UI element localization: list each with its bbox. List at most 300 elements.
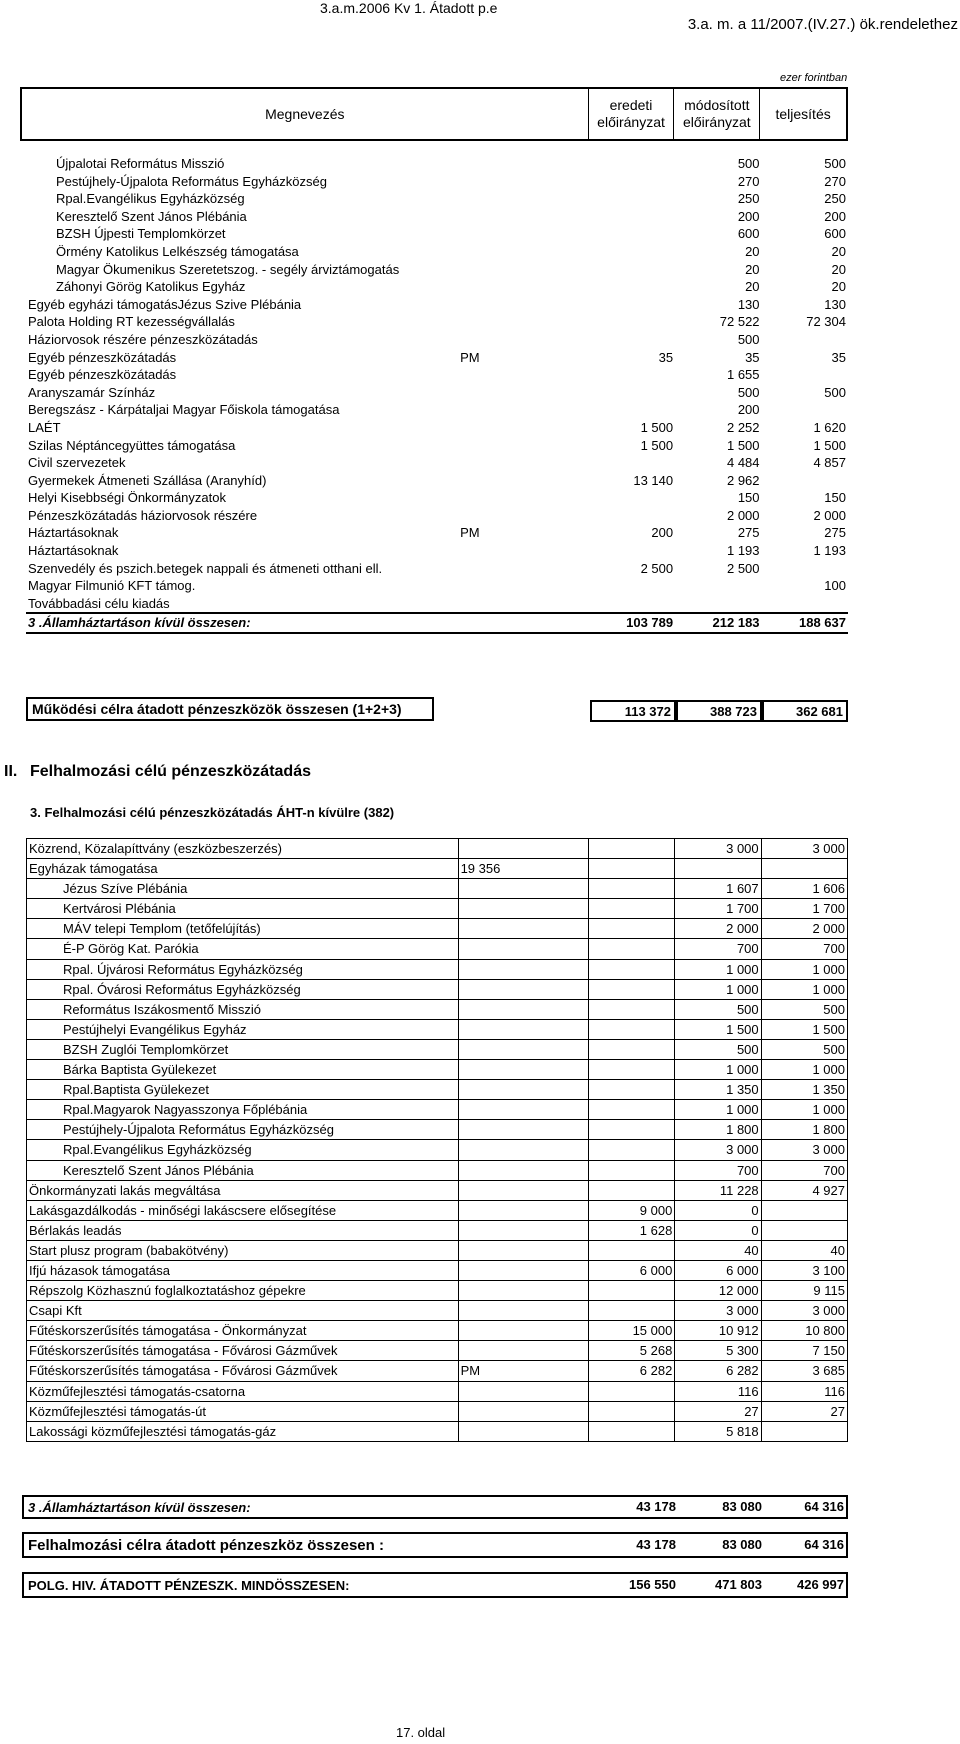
row-c2: 20 <box>745 243 760 259</box>
row-c3: 1 620 <box>813 419 846 435</box>
row-c1 <box>589 401 675 419</box>
row-pm <box>458 278 589 296</box>
row-c2: 275 <box>737 525 760 541</box>
row-name: Fűtéskorszerűsítés támogatása - Önkormányzat <box>27 1321 459 1341</box>
row-pm <box>458 190 589 208</box>
row-c2: 27 <box>675 1401 761 1421</box>
row-name: Pestújhely-Újpalota Református Egyházközség <box>27 1120 459 1140</box>
row-c2: 1 500 <box>726 437 760 453</box>
row-c2: 1 000 <box>675 1100 761 1120</box>
row-c1 <box>589 1160 675 1180</box>
row-c1 <box>589 959 675 979</box>
row-name: Szenvedély és pszich.betegek nappali és átmeneti otthani ell. <box>28 560 383 576</box>
row-c1 <box>589 173 675 191</box>
row-name: Szilas Néptáncegyüttes támogatása <box>28 437 236 453</box>
row-c3: 1 000 <box>761 1060 847 1080</box>
row-c3: 200 <box>824 208 846 224</box>
row-c1 <box>589 1080 675 1100</box>
row-name: Közműfejlesztési támogatás-csatorna <box>27 1381 459 1401</box>
row-c2: 20 <box>745 261 760 277</box>
total-row <box>26 613 848 633</box>
row-name: Rpal. Óvárosi Református Egyházközség <box>27 979 459 999</box>
row-c2: 10 912 <box>675 1321 761 1341</box>
col-teljesites: teljesítés <box>775 105 831 122</box>
table-row <box>27 979 848 999</box>
row-pm <box>458 1301 588 1321</box>
row-c3: 1 700 <box>761 899 847 919</box>
row-name: Lakossági közműfejlesztési támogatás-gáz <box>27 1421 459 1441</box>
row-name: Rpal.Baptista Gyülekezet <box>27 1080 459 1100</box>
row-pm <box>458 401 589 419</box>
row-c1 <box>589 1180 675 1200</box>
table-row <box>27 959 848 979</box>
row-c1 <box>589 489 675 507</box>
row-c3 <box>762 560 848 578</box>
mukodesi-total-c3: 362 681 <box>762 700 848 722</box>
row-c3: 20 <box>831 279 846 295</box>
row-c1 <box>589 1039 675 1059</box>
table-row <box>27 919 848 939</box>
row-c1 <box>589 542 675 560</box>
row-name: Aranyszamár Színház <box>28 384 156 400</box>
row-c2: 1 000 <box>675 1060 761 1080</box>
row-c2: 700 <box>675 939 761 959</box>
row-c1 <box>589 1381 675 1401</box>
row-c2: 3 000 <box>675 839 761 859</box>
table-row <box>26 524 848 542</box>
table-row <box>27 1200 848 1220</box>
row-pm <box>458 1160 588 1180</box>
row-c3: 1 606 <box>761 879 847 899</box>
row-c3: 27 <box>761 1401 847 1421</box>
table-row <box>26 313 848 331</box>
row-c2: 1 500 <box>675 1019 761 1039</box>
table-row <box>27 1080 848 1100</box>
row-pm <box>458 839 588 859</box>
row-c3: 150 <box>824 490 846 506</box>
row-c3 <box>762 366 848 384</box>
row-c3: 72 304 <box>806 314 846 330</box>
row-name: Fűtéskorszerűsítés támogatása - Fővárosi Gázművek <box>27 1341 459 1361</box>
row-name: Magyar Filmunió KFT támog. <box>28 578 196 594</box>
row-pm <box>458 560 589 578</box>
total-pm <box>458 613 589 633</box>
row-c1 <box>589 155 675 173</box>
table-row <box>26 225 848 243</box>
col-modositott: módosított előirányzat <box>674 89 760 139</box>
row-pm <box>458 489 589 507</box>
table-row <box>27 1401 848 1421</box>
row-c3: 700 <box>761 939 847 959</box>
row-c2: 1 655 <box>726 367 760 383</box>
row-c2: 2 962 <box>726 472 760 488</box>
row-name: LAÉT <box>28 419 61 435</box>
table-row <box>26 349 848 367</box>
row-c1 <box>589 979 675 999</box>
row-c2: 3 000 <box>675 1301 761 1321</box>
grand-total-c2: 471 803 <box>715 1577 762 1592</box>
row-c3: 700 <box>761 1160 847 1180</box>
row-pm <box>458 577 589 595</box>
row-name: Palota Holding RT kezességvállalás <box>28 314 235 330</box>
section1-table <box>26 155 848 634</box>
unit-label: ezer forintban <box>780 72 848 84</box>
table-row <box>27 1220 848 1240</box>
table-row <box>27 1321 848 1341</box>
row-c2: 1 193 <box>726 543 760 559</box>
row-c3 <box>761 1421 847 1441</box>
row-c2: 500 <box>675 999 761 1019</box>
row-c1 <box>589 839 675 859</box>
row-name: Start plusz program (babakötvény) <box>27 1240 459 1260</box>
row-pm <box>458 155 589 173</box>
row-name: Örmény Katolikus Lelkészség támogatása <box>56 243 299 259</box>
row-c1: 13 140 <box>633 472 674 488</box>
row-pm <box>458 472 589 490</box>
table-row <box>26 489 848 507</box>
row-c2: 600 <box>737 226 760 242</box>
section2-table <box>26 838 848 1442</box>
table-row <box>26 507 848 525</box>
row-c2: 1 000 <box>675 979 761 999</box>
row-c1 <box>589 1060 675 1080</box>
row-c1 <box>589 208 675 226</box>
row-c2: 500 <box>737 331 760 347</box>
row-pm <box>458 1200 588 1220</box>
row-pm <box>458 331 589 349</box>
row-c3: 1 800 <box>761 1120 847 1140</box>
row-pm <box>458 437 589 455</box>
row-c3 <box>762 595 848 614</box>
row-c2: 1 350 <box>675 1080 761 1100</box>
row-name: Rpal.Magyarok Nagyasszonya Főplébánia <box>27 1100 459 1120</box>
table-row <box>27 1120 848 1140</box>
row-name: Továbbadási célu kiadás <box>28 595 170 611</box>
row-c1 <box>589 454 675 472</box>
row-c1: 35 <box>658 349 674 365</box>
row-c1 <box>589 939 675 959</box>
page-number: 17. oldal <box>396 1725 446 1740</box>
table-row <box>27 1361 848 1381</box>
table-row <box>27 899 848 919</box>
mukodesi-total-c2: 388 723 <box>676 700 762 722</box>
table-row <box>27 939 848 959</box>
row-c1 <box>589 331 675 349</box>
row-name: Háztartásoknak <box>28 543 119 559</box>
row-pm: PM <box>458 1361 588 1381</box>
row-pm <box>458 899 588 919</box>
row-pm <box>458 313 589 331</box>
row-c3: 130 <box>824 296 846 312</box>
row-name: Ifjú házasok támogatása <box>27 1260 459 1280</box>
row-pm <box>458 366 589 384</box>
row-c1 <box>589 507 675 525</box>
section2-total-c2: 83 080 <box>722 1499 762 1514</box>
row-name: Rpal.Evangélikus Egyházközség <box>56 191 245 207</box>
total-c1: 103 789 <box>589 613 675 633</box>
header-line-1: 3.a.m.2006 Kv 1. Átadott p.e <box>320 0 498 16</box>
row-c2: 2 500 <box>726 560 760 576</box>
row-c3 <box>762 331 848 349</box>
row-pm <box>458 542 589 560</box>
row-c1 <box>589 879 675 899</box>
row-c2: 11 228 <box>675 1180 761 1200</box>
row-pm <box>458 1039 588 1059</box>
table-row <box>27 1301 848 1321</box>
row-c3 <box>762 401 848 419</box>
row-c1 <box>589 1301 675 1321</box>
row-name: Pénzeszközátadás háziorvosok részére <box>28 507 258 523</box>
row-pm <box>458 1240 588 1260</box>
row-pm <box>458 454 589 472</box>
table-row <box>27 1341 848 1361</box>
row-c1 <box>589 384 675 402</box>
row-c3: 1 000 <box>761 979 847 999</box>
section2-total-c1: 43 178 <box>636 1499 676 1514</box>
row-c2: 500 <box>737 156 760 171</box>
row-pm <box>458 261 589 279</box>
row-c2: 5 818 <box>675 1421 761 1441</box>
table-row <box>27 1260 848 1280</box>
row-c3: 600 <box>824 226 846 242</box>
row-c1 <box>589 190 675 208</box>
column-header <box>20 87 848 141</box>
felhalmozasi-total-c3: 64 316 <box>804 1537 844 1552</box>
row-name: MÁV telepi Templom (tetőfelújítás) <box>27 919 459 939</box>
row-c2: 4 484 <box>726 455 760 471</box>
row-name: Keresztelő Szent János Plébánia <box>56 208 247 224</box>
row-name: Rpal. Újvárosi Református Egyházközség <box>27 959 459 979</box>
row-c1 <box>589 1401 675 1421</box>
row-c2: 200 <box>737 208 760 224</box>
row-c2: 0 <box>675 1200 761 1220</box>
row-pm <box>458 1080 588 1100</box>
row-name: Fűtéskorszerűsítés támogatása - Fővárosi Gázművek <box>27 1361 459 1381</box>
grand-total-c3: 426 997 <box>797 1577 844 1592</box>
row-c2: 270 <box>737 173 760 189</box>
mukodesi-total-label: Működési célra átadott pénzeszközök összesen (1+2+3) <box>26 697 434 721</box>
row-c3: 1 500 <box>761 1019 847 1039</box>
row-c3: 1 350 <box>761 1080 847 1100</box>
table-row <box>27 1140 848 1160</box>
table-row <box>26 401 848 419</box>
row-c2: 2 000 <box>726 507 760 523</box>
row-c3: 4 927 <box>761 1180 847 1200</box>
row-pm <box>458 1341 588 1361</box>
row-pm <box>458 1401 588 1421</box>
row-pm <box>458 173 589 191</box>
row-name: Keresztelő Szent János Plébánia <box>27 1160 459 1180</box>
row-c2: 72 522 <box>719 314 760 330</box>
row-c1 <box>589 859 675 879</box>
row-c1: 6 000 <box>589 1260 675 1280</box>
row-name: BZSH Zuglói Templomkörzet <box>27 1039 459 1059</box>
row-pm <box>458 979 588 999</box>
section2-title: Felhalmozási célú pénzeszközátadás <box>30 763 311 780</box>
row-pm <box>458 595 589 614</box>
table-row <box>26 366 848 384</box>
row-pm <box>458 919 588 939</box>
row-name: Kertvárosi Plébánia <box>27 899 459 919</box>
table-row <box>26 437 848 455</box>
row-pm <box>458 999 588 1019</box>
row-name: É-P Görög Kat. Parókia <box>27 939 459 959</box>
row-c1: 9 000 <box>589 1200 675 1220</box>
row-c1: 1 500 <box>640 437 674 453</box>
row-c3: 4 857 <box>813 455 846 471</box>
row-pm <box>458 1281 588 1301</box>
row-pm <box>458 1100 588 1120</box>
row-name: Egyéb pénzeszközátadás <box>28 349 177 365</box>
row-c1 <box>589 999 675 1019</box>
row-pm: 19 356 <box>458 859 588 879</box>
table-row <box>27 859 848 879</box>
row-pm <box>458 1180 588 1200</box>
row-c1 <box>589 1019 675 1039</box>
table-row <box>26 278 848 296</box>
row-c1: 5 268 <box>589 1341 675 1361</box>
row-name: Jézus Szíve Plébánia <box>27 879 459 899</box>
row-c3: 2 000 <box>761 919 847 939</box>
row-c2: 12 000 <box>675 1281 761 1301</box>
table-row <box>26 243 848 261</box>
row-c2: 20 <box>745 279 760 295</box>
row-c3: 10 800 <box>761 1321 847 1341</box>
row-c2 <box>675 595 761 614</box>
row-pm <box>458 939 588 959</box>
row-name: Bárka Baptista Gyülekezet <box>27 1060 459 1080</box>
table-row <box>27 879 848 899</box>
row-pm <box>458 1260 588 1280</box>
row-pm <box>458 296 589 314</box>
row-c2: 116 <box>675 1381 761 1401</box>
total-name: 3 .Államháztartáson kívül összesen: <box>26 613 458 633</box>
row-c3: 250 <box>824 191 846 207</box>
row-c1 <box>589 1120 675 1140</box>
row-c3: 3 000 <box>761 1301 847 1321</box>
row-name: Önkormányzati lakás megváltása <box>27 1180 459 1200</box>
row-c2: 500 <box>675 1039 761 1059</box>
row-c1 <box>589 1281 675 1301</box>
table-row <box>26 419 848 437</box>
row-c2: 35 <box>745 349 760 365</box>
row-name: Répszolg Közhasznú foglalkoztatáshoz gépekre <box>27 1281 459 1301</box>
section2-total-c3: 64 316 <box>804 1499 844 1514</box>
row-c1: 1 500 <box>640 419 674 435</box>
row-c2: 700 <box>675 1160 761 1180</box>
table-row <box>26 454 848 472</box>
table-row <box>27 1281 848 1301</box>
row-c1 <box>589 296 675 314</box>
row-c3: 3 685 <box>761 1361 847 1381</box>
total-c3: 188 637 <box>762 613 848 633</box>
row-pm <box>458 879 588 899</box>
row-c3: 20 <box>831 261 846 277</box>
row-c2: 6 282 <box>675 1361 761 1381</box>
row-c1 <box>589 243 675 261</box>
grand-total-c1: 156 550 <box>629 1577 676 1592</box>
row-name: Gyermekek Átmeneti Szállása (Aranyhíd) <box>28 472 267 488</box>
row-c1 <box>589 261 675 279</box>
table-row <box>27 1240 848 1260</box>
row-c1 <box>589 919 675 939</box>
total-c2: 212 183 <box>675 613 761 633</box>
row-pm <box>458 225 589 243</box>
row-c3: 1 000 <box>761 1100 847 1120</box>
section2-roman: II. <box>4 763 18 780</box>
row-c3: 7 150 <box>761 1341 847 1361</box>
row-c2: 1 607 <box>675 879 761 899</box>
row-c2: 130 <box>737 296 760 312</box>
row-c2: 200 <box>737 402 760 418</box>
row-pm <box>458 507 589 525</box>
row-c3 <box>761 1200 847 1220</box>
table-row <box>26 560 848 578</box>
table-row <box>26 472 848 490</box>
col-name: Megnevezés <box>22 89 589 139</box>
felhalmozasi-total-c2: 83 080 <box>722 1537 762 1552</box>
table-row <box>26 542 848 560</box>
row-c1 <box>589 1240 675 1260</box>
mukodesi-total-c1: 113 372 <box>590 700 676 722</box>
row-c3: 3 000 <box>761 839 847 859</box>
row-c3 <box>761 859 847 879</box>
row-pm <box>458 243 589 261</box>
row-pm <box>458 1421 588 1441</box>
row-c2: 2 252 <box>726 419 760 435</box>
section2-subtitle: 3. Felhalmozási célú pénzeszközátadás ÁHT-n kívülre (382) <box>30 805 395 820</box>
table-row <box>27 1160 848 1180</box>
row-pm <box>458 419 589 437</box>
felhalmozasi-total-label: Felhalmozási célra átadott pénzeszköz összesen : <box>28 1536 384 1554</box>
row-c1: 1 628 <box>589 1220 675 1240</box>
row-c3: 1 000 <box>761 959 847 979</box>
row-c3 <box>761 1220 847 1240</box>
row-c3 <box>762 472 848 490</box>
row-c3: 35 <box>831 349 846 365</box>
table-row <box>27 1180 848 1200</box>
row-name: Református Iszákosmentő Misszió <box>27 999 459 1019</box>
row-name: Magyar Ökumenikus Szeretetszog. - segély árviztámogatás <box>56 261 400 277</box>
row-c2: 250 <box>737 191 760 207</box>
row-pm <box>458 1140 588 1160</box>
col-eredeti: eredeti előirányzat <box>589 89 675 139</box>
table-row <box>26 261 848 279</box>
row-c2: 1 700 <box>675 899 761 919</box>
row-c3: 270 <box>824 173 846 189</box>
row-c3: 500 <box>761 1039 847 1059</box>
felhalmozasi-total-c1: 43 178 <box>636 1537 676 1552</box>
row-c1 <box>589 595 675 614</box>
row-c3: 100 <box>824 578 846 594</box>
row-c1: 6 282 <box>589 1361 675 1381</box>
row-c1: 15 000 <box>589 1321 675 1341</box>
table-row <box>26 208 848 226</box>
row-c3: 3 100 <box>761 1260 847 1280</box>
row-pm: PM <box>460 349 480 365</box>
grand-total-label: POLG. HIV. ÁTADOTT PÉNZESZK. MINDÖSSZESEN: <box>28 1577 350 1593</box>
header-line-2: 3.a. m. a 11/2007.(IV.27.) ök.rendelethez <box>687 16 958 33</box>
row-c1: 2 500 <box>640 560 674 576</box>
row-name: Rpal.Evangélikus Egyházközség <box>27 1140 459 1160</box>
row-pm <box>458 1381 588 1401</box>
row-c3: 500 <box>761 999 847 1019</box>
table-row <box>27 1060 848 1080</box>
row-pm: PM <box>460 525 480 541</box>
row-name: Civil szervezetek <box>28 455 126 471</box>
table-row <box>27 1421 848 1441</box>
table-row <box>26 173 848 191</box>
